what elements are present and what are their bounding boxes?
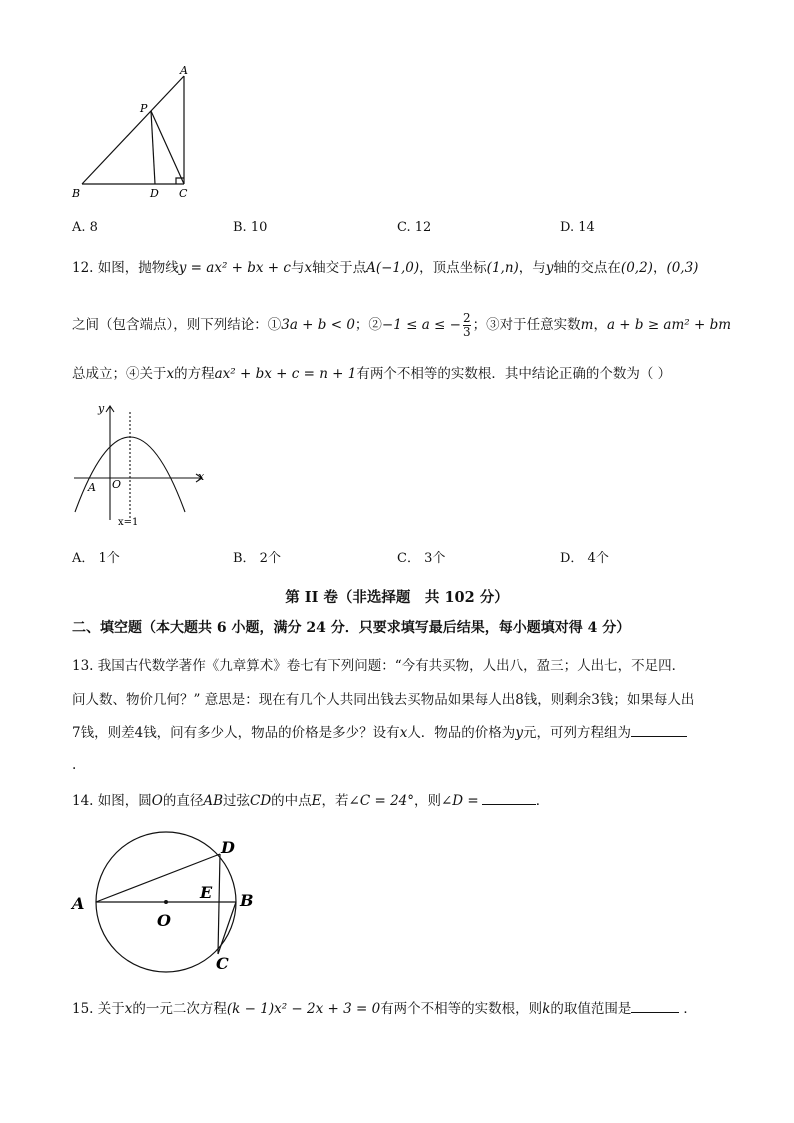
- q12-line-3: [72, 364, 671, 384]
- axis-of-symmetry-label: x=1: [118, 517, 139, 528]
- q12-text: ，: [652, 260, 667, 276]
- q12-x-symbol: x: [166, 366, 175, 382]
- q13-line-1: 13. 我国古代数学著作《九章算术》卷七有下列问题：“今有共买物，人出八，盈三；人出七，不足四．: [72, 658, 686, 674]
- section-title: 第 II 卷（非选择题 共 102 分）: [285, 589, 509, 606]
- q13-line-2: [72, 690, 694, 710]
- q12-x-symbol: x: [304, 260, 313, 276]
- label-E: E: [200, 883, 213, 902]
- q15-x-symbol: x: [124, 1001, 133, 1017]
- q14-symbol: CD: [250, 793, 272, 809]
- q13-x-symbol: x: [399, 725, 408, 741]
- q12-text: 有两个不相等的实数根．其中结论正确的个数为（ ）: [356, 366, 672, 382]
- q14-text: ，若: [321, 793, 349, 809]
- q12-text: 轴交于点: [312, 260, 367, 276]
- parabola-figure: [68, 398, 218, 533]
- q12-text: ；②: [354, 317, 382, 333]
- q12-text: 12. 如图，抛物线: [72, 260, 179, 276]
- q13-y-symbol: y: [515, 725, 523, 741]
- q12-text: 总成立；④关于: [72, 366, 167, 382]
- label-A: A: [72, 894, 85, 913]
- q11-option-c: C. 12: [397, 220, 432, 235]
- q13-text: 钱，则剩余: [523, 692, 592, 708]
- point-a-label: A: [88, 481, 96, 494]
- q12-fraction: [463, 312, 471, 339]
- y-axis-label: y: [98, 402, 105, 415]
- q12-text: 之间（包含端点），则下列结论：①: [72, 317, 282, 333]
- q13-text: 钱，则差: [80, 725, 135, 741]
- q15-text: 的一元二次方程: [132, 1001, 227, 1017]
- q12-text: ，顶点坐标: [419, 260, 487, 276]
- q14-symbol: AB: [203, 793, 224, 809]
- q14-symbol: E: [311, 793, 322, 809]
- q12-point-03: (0,3): [666, 260, 699, 276]
- q13-line-4: .: [72, 757, 77, 773]
- q13-text: 问人数、物价几何？” 意思是：现在有几个人共同出钱去买物品如果每人出: [72, 692, 516, 708]
- q13-number: 4: [134, 725, 144, 741]
- q13-text: 元，可列方程组为: [522, 725, 631, 741]
- q12-text: 的方程: [174, 366, 215, 382]
- q13-line-3: [72, 722, 687, 743]
- q13-number: 3: [591, 692, 600, 708]
- q15-k-symbol: k: [542, 1001, 551, 1017]
- q12-line-2: [72, 312, 731, 339]
- q15-text: ．: [683, 1001, 697, 1017]
- label-C: C: [216, 954, 229, 973]
- q15-equation: (k − 1)x² − 2x + 3 = 0: [226, 1001, 381, 1017]
- q15-text: 15. 关于: [72, 1001, 125, 1017]
- q14-text: 的中点: [271, 793, 312, 809]
- label-O: O: [157, 911, 171, 930]
- fraction-denominator: 3: [462, 325, 471, 339]
- circle-figure: [68, 826, 268, 981]
- q14-angle-c: ∠C = 24°: [348, 793, 414, 809]
- q15-line: [72, 998, 697, 1019]
- q12-option-c: C． 3个: [397, 551, 446, 566]
- label-A: A: [180, 64, 188, 77]
- q14-symbol: O: [151, 793, 163, 809]
- q13-number: 7: [72, 725, 81, 741]
- q12-option-a: A． 1个: [72, 551, 120, 566]
- q14-angle-d: ∠D =: [441, 793, 479, 809]
- x-axis-label: x: [198, 470, 205, 483]
- q12-line-1: [72, 258, 698, 278]
- q12-conclusion-3: a + b ≥ am² + bm: [606, 317, 732, 333]
- q14-text: ，则: [414, 793, 441, 809]
- answer-blank[interactable]: [482, 790, 536, 805]
- q13-text: 人．物品的价格为: [407, 725, 516, 741]
- q12-text: 轴的交点在: [553, 260, 621, 276]
- q14-text: 的直径: [162, 793, 204, 809]
- label-D: D: [150, 187, 159, 200]
- q14-line: [72, 790, 549, 811]
- q12-option-b: B． 2个: [233, 551, 281, 566]
- q12-point-02: (0,2): [620, 260, 653, 276]
- q12-text: ，: [593, 317, 607, 333]
- label-B: B: [240, 891, 254, 910]
- q13-text: 钱；如果每人出: [599, 692, 695, 708]
- q11-option-b: B. 10: [233, 220, 268, 235]
- q12-text: 与: [290, 260, 305, 276]
- answer-blank[interactable]: [631, 998, 679, 1013]
- part2-heading: 二、填空题（本大题共 6 小题，满分 24 分．只要求填写最后结果，每小题填对得 4 分）: [72, 620, 631, 636]
- label-P: P: [140, 102, 148, 115]
- q12-vertex: (1,n): [486, 260, 519, 276]
- q12-text: ，与: [518, 260, 546, 276]
- fraction-numerator: 2: [462, 311, 471, 325]
- label-D: D: [221, 838, 235, 857]
- q12-text: ；③对于任意实数: [472, 317, 581, 333]
- q15-text: 的取值范围是: [550, 1001, 632, 1017]
- q12-m-symbol: m: [580, 317, 594, 333]
- q11-option-d: D. 14: [560, 220, 595, 235]
- q12-conclusion-4: ax² + bx + c = n + 1: [214, 366, 357, 382]
- label-B: B: [72, 187, 81, 200]
- q12-option-d: D． 4个: [560, 551, 609, 566]
- q12-equation: y = ax² + bx + c: [178, 260, 291, 276]
- triangle-figure: [68, 62, 198, 202]
- label-C: C: [179, 187, 188, 200]
- q13-number: 8: [515, 692, 524, 708]
- q12-y-symbol: y: [545, 260, 554, 276]
- q14-text: ．: [535, 793, 550, 809]
- q14-text: 14. 如图，圆: [72, 793, 152, 809]
- q12-point-a: A(−1,0): [366, 260, 420, 276]
- q12-conclusion-2: −1 ≤ a ≤ −: [381, 317, 461, 333]
- origin-label: O: [112, 478, 122, 491]
- q13-text: 钱，问有多少人，物品的价格是多少？设有: [143, 725, 400, 741]
- answer-blank[interactable]: [631, 722, 687, 737]
- q11-option-a: A. 8: [72, 220, 98, 235]
- q14-text: 过弦: [223, 793, 251, 809]
- q15-text: 有两个不相等的实数根，则: [380, 1001, 543, 1017]
- q12-conclusion-1: 3a + b < 0: [281, 317, 355, 333]
